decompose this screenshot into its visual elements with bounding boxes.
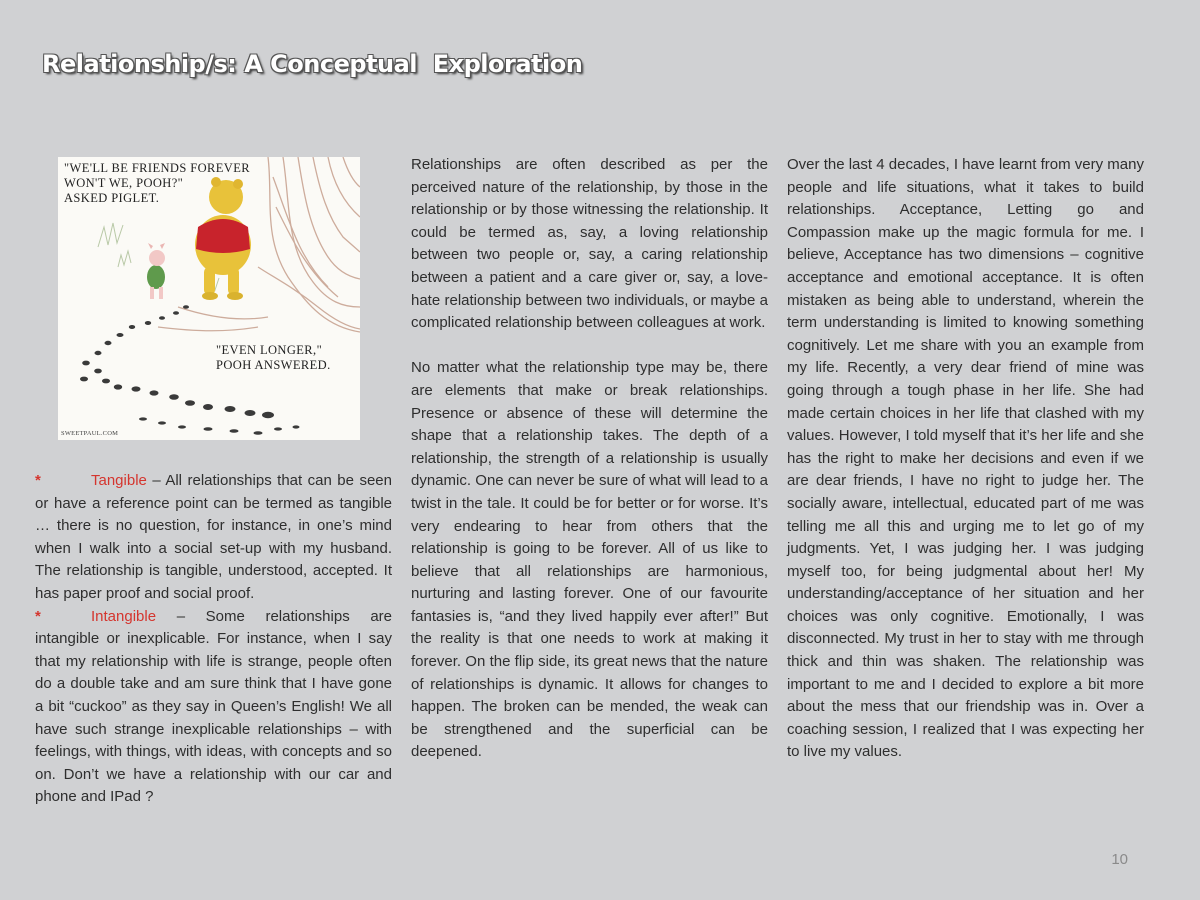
answer-line: "EVEN LONGER,"	[216, 343, 323, 357]
bullet-term: Intangible	[91, 607, 157, 625]
middle-text-column	[411, 154, 768, 764]
slide-title: Relationship/s: A Conceptual Exploration	[42, 50, 583, 78]
bullet-text: – Some relationships are intangible or inexplicable. For instance, when I say that my relationship with life is strange, people often do a double take and am sure think that I have gone a bit “cuckoo” as they say in Queen’s English! We all have such strange inexplicable relationships – with feelings, with things, with ideas, with concepts and so on. Don’t we have a relationship with our car and phone and IPad ?	[35, 607, 392, 806]
answer-line: POOH ANSWERED.	[216, 358, 331, 372]
page-number: 10	[1111, 851, 1128, 868]
left-text-column	[35, 470, 392, 809]
paragraph: Over the last 4 decades, I have learnt from very many people and life situations, what it takes to build relationships. Acceptance, Letting go and Compassion make up the magic formula for me. I believe, Acceptance has two dimensions – cognitive acceptance and emotional acceptance. It is often mistaken as being able to understand, wherein the term understanding is limited to knowing something cognitively. Let me share with you an example from my life. Recently, a very dear friend of mine was going through a tough phase in her life. She had made certain choices in her life that clashed with my values. However, I told myself that it’s her life and she has the right to make her decisions and even if we are dear friends, I have no right to judge her. The socially aware, intellectual, educated part of me was telling me all this and urging me to let go of my judgments. Yet, I was judging her. I was judging myself too, for being judgmental about her! My understanding/acceptance of her situation and her choices was only cognitive. Emotionally, I was disconnected. My trust in her to stay with me through thick and thin was shaken. The relationship was important to me and I decided to explore a bit more about the mess that our friendship was in. Over a coaching session, I realized that I was expecting her to live my values.	[787, 156, 1144, 761]
quote-line: "WE'LL BE FRIENDS FOREVER	[64, 161, 250, 175]
bullet-text: – All relationships that can be seen or have a reference point can be termed as tangible … there is no question, for instance, in one’s mind when I walk into a social set-up with my husband. The relationship is tangible, understood, accepted. It has paper proof and social proof.	[35, 472, 392, 602]
quote-line: ASKED PIGLET.	[64, 191, 160, 205]
pooh-piglet-illustration	[58, 157, 360, 440]
bullet-mark: *	[35, 472, 41, 489]
bullet-tangible	[35, 470, 392, 606]
quote-line: WON'T WE, POOH?"	[64, 176, 184, 190]
right-text-column	[787, 154, 1144, 764]
paragraph: Relationships are often described as per the perceived nature of the relationship, by those in the relationship or by those witnessing the relationship. It could be termed as, say, a loving relationship between two people or, say, a caring relationship between a patient and a care giver or, say, a love-hate relationship between two individuals, or maybe a complicated relationship between colleagues at work.	[411, 156, 768, 332]
paragraph: No matter what the relationship type may be, there are elements that make or break relationships. Presence or absence of these will determine the shape that a relationship takes. The depth of a relationship, the strength of a relationship is usually dynamic. One can never be sure of what will lead to a twist in the tale. It could be for better or for worse. It’s very endearing to hear from others that the relationship is going to be forever. All of us like to believe that all relationships are harmonious, nurturing and lasting forever. One of our favourite fantasies is, “and they lived happily ever after!” But the reality is that one needs to work at making it forever. On the flip side, its great news that the nature of relationships is dynamic. It allows for changes to happen. The broken can be mended, the weak can be strengthened and the superficial can be deepened.	[411, 359, 768, 761]
bullet-intangible	[35, 606, 392, 809]
image-credit: SWEETPAUL.COM	[61, 430, 119, 437]
bullet-term: Tangible	[91, 472, 147, 489]
bullet-mark: *	[35, 607, 41, 625]
pooh-answer	[216, 343, 331, 373]
piglet-quote	[64, 161, 250, 206]
paragraph-spacer	[411, 335, 768, 358]
